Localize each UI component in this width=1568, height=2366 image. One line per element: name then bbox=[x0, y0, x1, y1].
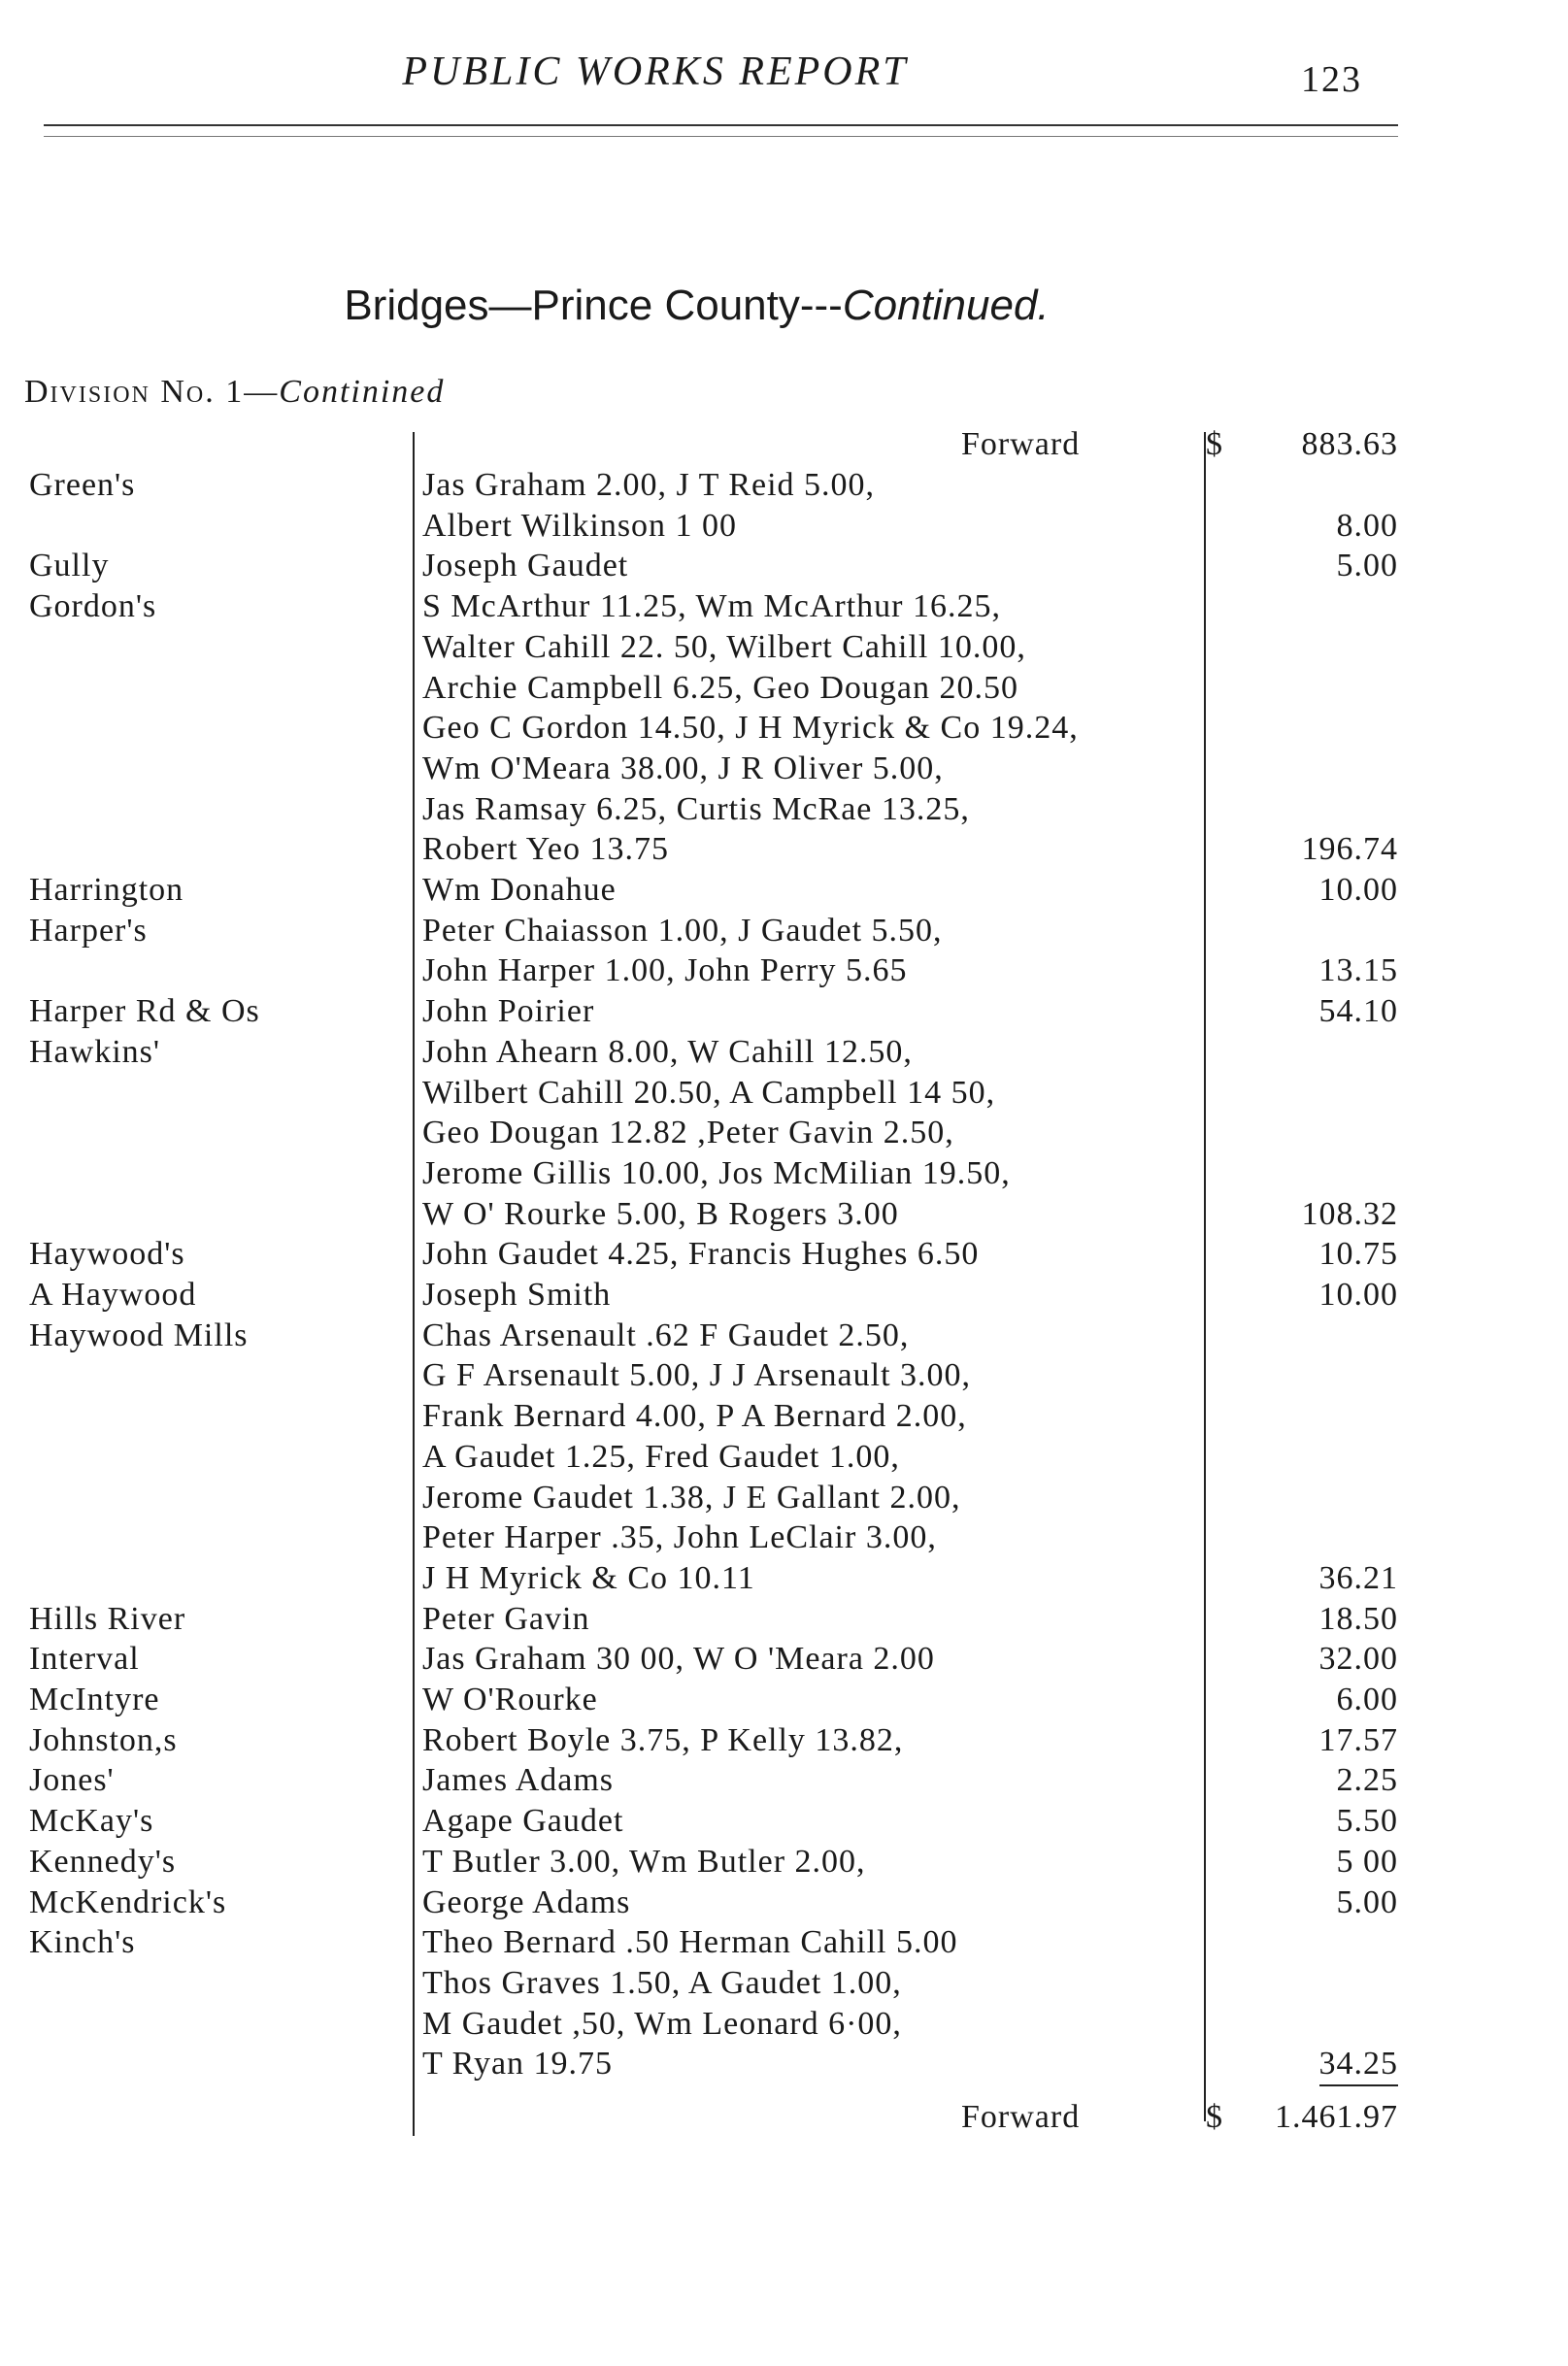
place-name: Harrington bbox=[29, 872, 184, 908]
ledger-row bbox=[0, 2004, 1568, 2045]
division-label: Division No. bbox=[24, 374, 216, 410]
payee-entries: Wm Donahue bbox=[422, 872, 617, 908]
payee-entries: John Gaudet 4.25, Francis Hughes 6.50 bbox=[422, 1236, 980, 1272]
section-title bbox=[0, 282, 1393, 330]
ledger-row bbox=[0, 1680, 1568, 1720]
line-amount: 32.00 bbox=[1318, 1641, 1398, 1677]
ledger-row bbox=[0, 1558, 1568, 1599]
payee-entries: Jas Ramsay 6.25, Curtis McRae 13.25, bbox=[422, 791, 970, 827]
place-name: Johnston,s bbox=[29, 1722, 178, 1758]
ledger-row bbox=[0, 1234, 1568, 1275]
ledger-row bbox=[0, 991, 1568, 1032]
payee-entries: Thos Graves 1.50, A Gaudet 1.00, bbox=[422, 1965, 902, 2001]
payee-entries: James Adams bbox=[422, 1762, 615, 1798]
line-amount: 6.00 bbox=[1336, 1682, 1398, 1717]
ledger-row bbox=[0, 1922, 1568, 1963]
payee-entries: S McArthur 11.25, Wm McArthur 16.25, bbox=[422, 588, 1002, 624]
ledger-row bbox=[0, 1113, 1568, 1153]
ledger-row bbox=[0, 1437, 1568, 1478]
division-continued: Continined bbox=[279, 374, 446, 410]
ledger-row bbox=[0, 1842, 1568, 1883]
place-name: Hawkins' bbox=[29, 1034, 161, 1070]
place-name: A Haywood bbox=[29, 1277, 197, 1313]
payee-entries: Chas Arsenault .62 F Gaudet 2.50, bbox=[422, 1317, 910, 1353]
forward-amount: 1.461.97 bbox=[1275, 2099, 1398, 2135]
ledger-row bbox=[0, 1478, 1568, 1518]
place-name: Haywood's bbox=[29, 1236, 185, 1272]
ledger-row bbox=[0, 749, 1568, 789]
line-amount: 36.21 bbox=[1318, 1560, 1398, 1596]
header-rule-thin bbox=[44, 136, 1398, 137]
currency-sign: $ bbox=[1206, 426, 1222, 462]
ledger-row bbox=[0, 911, 1568, 951]
line-amount: 17.57 bbox=[1318, 1722, 1398, 1758]
forward-row-bottom bbox=[0, 2097, 1568, 2138]
line-amount: 108.32 bbox=[1301, 1196, 1398, 1232]
line-amount: 10.75 bbox=[1318, 1236, 1398, 1272]
line-amount: 196.74 bbox=[1301, 831, 1398, 867]
line-amount: 5.00 bbox=[1336, 548, 1398, 583]
currency-sign: $ bbox=[1206, 2099, 1222, 2135]
division-heading bbox=[24, 374, 445, 411]
line-amount: 10.00 bbox=[1318, 1277, 1398, 1313]
line-amount: 54.10 bbox=[1318, 993, 1398, 1029]
ledger-row bbox=[0, 546, 1568, 586]
ledger-row bbox=[0, 1073, 1568, 1114]
payee-entries: J H Myrick & Co 10.11 bbox=[422, 1560, 755, 1596]
forward-amount: 883.63 bbox=[1301, 426, 1398, 462]
ledger-row bbox=[0, 2044, 1568, 2084]
place-name: Kinch's bbox=[29, 1924, 136, 1960]
line-amount: 34.25 bbox=[1319, 2044, 1399, 2086]
ledger-row bbox=[0, 789, 1568, 830]
place-name: Haywood Mills bbox=[29, 1317, 249, 1353]
ledger-row bbox=[0, 1720, 1568, 1761]
place-name: Gordon's bbox=[29, 588, 157, 624]
place-name: Green's bbox=[29, 467, 136, 503]
payee-entries: Joseph Smith bbox=[422, 1277, 612, 1313]
payee-entries: M Gaudet ,50, Wm Leonard 6·00, bbox=[422, 2006, 902, 2042]
payee-entries: Jerome Gaudet 1.38, J E Gallant 2.00, bbox=[422, 1480, 961, 1516]
ledger-row bbox=[0, 829, 1568, 870]
ledger-row bbox=[0, 1801, 1568, 1842]
line-amount: 5.00 bbox=[1336, 1884, 1398, 1920]
forward-label: Forward bbox=[961, 426, 1081, 462]
payee-entries: Agape Gaudet bbox=[422, 1803, 624, 1839]
place-name: Gully bbox=[29, 548, 110, 583]
payee-entries: John Poirier bbox=[422, 993, 595, 1029]
ledger-row bbox=[0, 1396, 1568, 1437]
place-name: Hills River bbox=[29, 1601, 186, 1637]
payee-entries: Robert Boyle 3.75, P Kelly 13.82, bbox=[422, 1722, 904, 1758]
payee-entries: W O' Rourke 5.00, B Rogers 3.00 bbox=[422, 1196, 899, 1232]
ledger-row bbox=[0, 586, 1568, 627]
place-name: Harper's bbox=[29, 913, 148, 949]
ledger-row bbox=[0, 1639, 1568, 1680]
line-amount: 18.50 bbox=[1318, 1601, 1398, 1637]
ledger-row bbox=[0, 506, 1568, 547]
payee-entries: G F Arsenault 5.00, J J Arsenault 3.00, bbox=[422, 1357, 972, 1393]
place-name: Harper Rd & Os bbox=[29, 993, 260, 1029]
ledger-row bbox=[0, 1963, 1568, 2004]
payee-entries: Joseph Gaudet bbox=[422, 548, 629, 583]
payee-entries: Geo C Gordon 14.50, J H Myrick & Co 19.24, bbox=[422, 710, 1079, 746]
ledger-row bbox=[0, 1275, 1568, 1316]
payee-entries: W O'Rourke bbox=[422, 1682, 598, 1717]
ledger-row bbox=[0, 1599, 1568, 1640]
line-amount: 2.25 bbox=[1336, 1762, 1398, 1798]
payee-entries: Geo Dougan 12.82 ,Peter Gavin 2.50, bbox=[422, 1115, 954, 1150]
ledger-row bbox=[0, 870, 1568, 911]
place-name: Interval bbox=[29, 1641, 140, 1677]
payee-entries: Frank Bernard 4.00, P A Bernard 2.00, bbox=[422, 1398, 967, 1434]
ledger-row bbox=[0, 465, 1568, 506]
ledger-row bbox=[0, 668, 1568, 709]
payee-entries: T Butler 3.00, Wm Butler 2.00, bbox=[422, 1844, 866, 1880]
ledger-row bbox=[0, 627, 1568, 668]
payee-entries: Peter Gavin bbox=[422, 1601, 590, 1637]
payee-entries: Walter Cahill 22. 50, Wilbert Cahill 10.00, bbox=[422, 629, 1026, 665]
payee-entries: John Ahearn 8.00, W Cahill 12.50, bbox=[422, 1034, 913, 1070]
line-amount: 5.50 bbox=[1336, 1803, 1398, 1839]
payee-entries: Peter Harper .35, John LeClair 3.00, bbox=[422, 1519, 937, 1555]
payee-entries: Theo Bernard .50 Herman Cahill 5.00 bbox=[422, 1924, 958, 1960]
line-amount: 5 00 bbox=[1336, 1844, 1398, 1880]
header-rule bbox=[44, 124, 1398, 126]
payee-entries: T Ryan 19.75 bbox=[422, 2046, 614, 2082]
place-name: Kennedy's bbox=[29, 1844, 177, 1880]
payee-entries: Robert Yeo 13.75 bbox=[422, 831, 670, 867]
ledger-row bbox=[0, 1316, 1568, 1356]
line-amount: 8.00 bbox=[1336, 508, 1398, 544]
ledger-row bbox=[0, 1032, 1568, 1073]
ledger-row bbox=[0, 950, 1568, 991]
payee-entries: Wm O'Meara 38.00, J R Oliver 5.00, bbox=[422, 750, 944, 786]
payee-entries: Jas Graham 30 00, W O 'Meara 2.00 bbox=[422, 1641, 935, 1677]
ledger-row bbox=[0, 1153, 1568, 1194]
place-name: McKendrick's bbox=[29, 1884, 227, 1920]
ledger-row bbox=[0, 1355, 1568, 1396]
ledger-row bbox=[0, 1194, 1568, 1235]
ledger-row bbox=[0, 1883, 1568, 1923]
forward-label: Forward bbox=[961, 2099, 1081, 2135]
section-title-main: Bridges—Prince County--- bbox=[344, 282, 843, 329]
section-title-continued: Continued. bbox=[842, 282, 1050, 329]
payee-entries: George Adams bbox=[422, 1884, 631, 1920]
ledger-row bbox=[0, 708, 1568, 749]
payee-entries: Archie Campbell 6.25, Geo Dougan 20.50 bbox=[422, 670, 1018, 706]
payee-entries: Wilbert Cahill 20.50, A Campbell 14 50, bbox=[422, 1075, 996, 1111]
payee-entries: Jas Graham 2.00, J T Reid 5.00, bbox=[422, 467, 876, 503]
payee-entries: A Gaudet 1.25, Fred Gaudet 1.00, bbox=[422, 1439, 900, 1475]
payee-entries: Albert Wilkinson 1 00 bbox=[422, 508, 738, 544]
payee-entries: Peter Chaiasson 1.00, J Gaudet 5.50, bbox=[422, 913, 943, 949]
line-amount: 10.00 bbox=[1318, 872, 1398, 908]
page-number: 123 bbox=[1301, 59, 1362, 100]
place-name: Jones' bbox=[29, 1762, 115, 1798]
ledger-row bbox=[0, 1517, 1568, 1558]
division-number: 1— bbox=[225, 374, 280, 410]
line-amount: 13.15 bbox=[1318, 952, 1398, 988]
forward-row-top bbox=[0, 424, 1568, 465]
running-title: PUBLIC WORKS REPORT bbox=[402, 50, 909, 94]
place-name: McIntyre bbox=[29, 1682, 160, 1717]
place-name: McKay's bbox=[29, 1803, 154, 1839]
ledger-row bbox=[0, 1760, 1568, 1801]
payee-entries: Jerome Gillis 10.00, Jos McMilian 19.50, bbox=[422, 1155, 1011, 1191]
payee-entries: John Harper 1.00, John Perry 5.65 bbox=[422, 952, 908, 988]
